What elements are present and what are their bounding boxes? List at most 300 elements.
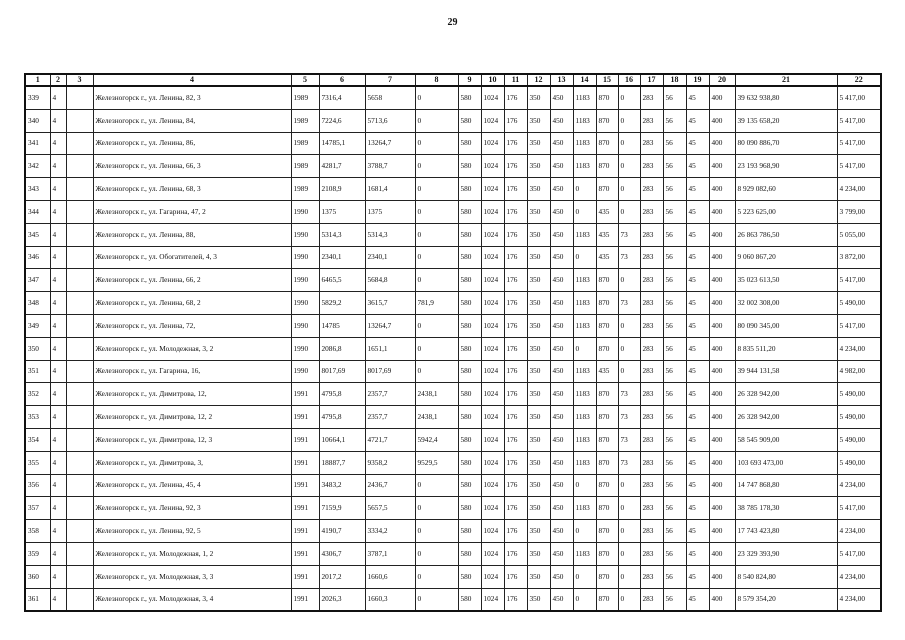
table-cell: 45	[686, 246, 709, 269]
table-cell: 0	[618, 588, 640, 611]
table-cell: 870	[596, 451, 618, 474]
table-cell: 1024	[481, 360, 504, 383]
table-cell: 1024	[481, 155, 504, 178]
table-cell: 0	[618, 542, 640, 565]
table-cell: 352	[25, 383, 50, 406]
table-cell: 283	[640, 474, 663, 497]
table-cell: 450	[550, 565, 573, 588]
table-cell: 14785,1	[319, 132, 365, 155]
table-cell: 1183	[573, 406, 596, 429]
table-cell: 1183	[573, 497, 596, 520]
table-cell: 1375	[365, 200, 415, 223]
column-header: 1	[25, 74, 50, 86]
table-cell: 342	[25, 155, 50, 178]
table-cell: 45	[686, 588, 709, 611]
table-cell: 45	[686, 269, 709, 292]
table-cell: 56	[663, 337, 686, 360]
address-cell: Железногорск г., ул. Димитрова, 3,	[93, 451, 291, 474]
table-cell: 45	[686, 383, 709, 406]
table-cell: 176	[504, 383, 527, 406]
table-cell: 0	[415, 497, 458, 520]
table-cell: 4	[50, 132, 66, 155]
table-cell: 4	[50, 246, 66, 269]
table-cell: 4 234,00	[837, 178, 881, 201]
table-cell: 1991	[291, 451, 319, 474]
table-cell: 435	[596, 223, 618, 246]
table-cell: 176	[504, 360, 527, 383]
address-cell: Железногорск г., ул. Гагарина, 16,	[93, 360, 291, 383]
table-cell: 32 002 308,00	[735, 292, 837, 315]
address-cell: Железногорск г., ул. Обогатителей, 4, 3	[93, 246, 291, 269]
table-cell: 45	[686, 132, 709, 155]
table-cell: 0	[415, 269, 458, 292]
table-cell: 350	[527, 565, 550, 588]
table-cell: 18887,7	[319, 451, 365, 474]
table-cell: 283	[640, 406, 663, 429]
table-cell	[66, 155, 93, 178]
column-header: 16	[618, 74, 640, 86]
table-cell: 450	[550, 542, 573, 565]
table-cell: 1024	[481, 406, 504, 429]
table-cell: 4 234,00	[837, 588, 881, 611]
table-cell: 45	[686, 223, 709, 246]
table-cell: 870	[596, 314, 618, 337]
table-cell: 2340,1	[365, 246, 415, 269]
table-cell: 450	[550, 451, 573, 474]
table-cell: 1990	[291, 337, 319, 360]
table-cell: 176	[504, 132, 527, 155]
table-cell: 5942,4	[415, 428, 458, 451]
table-cell: 346	[25, 246, 50, 269]
table-cell: 5829,2	[319, 292, 365, 315]
table-cell: 14 747 868,80	[735, 474, 837, 497]
table-cell: 283	[640, 269, 663, 292]
table-cell: 870	[596, 406, 618, 429]
table-cell: 350	[527, 314, 550, 337]
table-cell: 1183	[573, 132, 596, 155]
table-cell: 176	[504, 497, 527, 520]
table-cell: 870	[596, 178, 618, 201]
table-cell: 1989	[291, 155, 319, 178]
table-cell: 0	[618, 269, 640, 292]
table-cell: 0	[415, 520, 458, 543]
table-cell: 80 090 345,00	[735, 314, 837, 337]
column-header: 13	[550, 74, 573, 86]
table-cell: 56	[663, 542, 686, 565]
address-cell: Железногорск г., ул. Димитрова, 12,	[93, 383, 291, 406]
table-cell: 45	[686, 565, 709, 588]
table-cell: 870	[596, 132, 618, 155]
table-cell: 1183	[573, 428, 596, 451]
table-cell: 0	[618, 314, 640, 337]
column-header: 15	[596, 74, 618, 86]
table-cell: 4190,7	[319, 520, 365, 543]
table-cell: 580	[458, 86, 481, 109]
table-cell: 450	[550, 497, 573, 520]
table-cell: 1991	[291, 474, 319, 497]
table-cell: 56	[663, 588, 686, 611]
column-header: 14	[573, 74, 596, 86]
table-row	[25, 542, 881, 565]
table-cell: 4	[50, 360, 66, 383]
table-cell: 9529,5	[415, 451, 458, 474]
table-cell: 350	[527, 178, 550, 201]
table-cell: 56	[663, 155, 686, 178]
page-number: 29	[447, 17, 458, 28]
table-cell: 5657,5	[365, 497, 415, 520]
address-cell: Железногорск г., ул. Ленина, 92, 3	[93, 497, 291, 520]
table-cell: 176	[504, 406, 527, 429]
table-cell: 870	[596, 292, 618, 315]
table-cell: 580	[458, 337, 481, 360]
table-cell: 283	[640, 497, 663, 520]
table-cell	[66, 223, 93, 246]
column-header: 19	[686, 74, 709, 86]
table-cell: 580	[458, 383, 481, 406]
table-cell: 56	[663, 520, 686, 543]
table-cell: 5713,6	[365, 109, 415, 132]
table-cell: 0	[415, 246, 458, 269]
table-cell: 1991	[291, 565, 319, 588]
table-cell: 283	[640, 314, 663, 337]
table-cell: 341	[25, 132, 50, 155]
column-header: 17	[640, 74, 663, 86]
table-cell: 870	[596, 269, 618, 292]
table-cell: 8017,69	[319, 360, 365, 383]
table-cell: 400	[709, 178, 735, 201]
table-row	[25, 360, 881, 383]
table-cell: 5 417,00	[837, 542, 881, 565]
table-cell: 580	[458, 269, 481, 292]
table-cell: 351	[25, 360, 50, 383]
table-row	[25, 200, 881, 223]
table-cell: 400	[709, 383, 735, 406]
table-cell: 5 417,00	[837, 269, 881, 292]
table-cell: 8 929 082,60	[735, 178, 837, 201]
table-cell: 176	[504, 86, 527, 109]
table-row	[25, 132, 881, 155]
table-cell: 580	[458, 132, 481, 155]
table-cell: 45	[686, 178, 709, 201]
table-cell	[66, 86, 93, 109]
table-cell: 1024	[481, 383, 504, 406]
table-cell: 360	[25, 565, 50, 588]
table-cell: 73	[618, 246, 640, 269]
table-cell: 5 417,00	[837, 497, 881, 520]
table-cell: 5 490,00	[837, 406, 881, 429]
table-cell: 0	[573, 520, 596, 543]
table-cell: 1024	[481, 337, 504, 360]
table-cell: 0	[415, 337, 458, 360]
table-cell: 283	[640, 246, 663, 269]
table-cell: 1183	[573, 383, 596, 406]
table-row	[25, 109, 881, 132]
table-cell: 1183	[573, 223, 596, 246]
table-cell: 45	[686, 520, 709, 543]
table-cell: 1990	[291, 360, 319, 383]
table-cell: 400	[709, 406, 735, 429]
table-cell: 1183	[573, 155, 596, 178]
table-cell: 1681,4	[365, 178, 415, 201]
table-cell: 1183	[573, 269, 596, 292]
table-cell: 176	[504, 451, 527, 474]
table-cell: 1991	[291, 588, 319, 611]
table-cell: 56	[663, 360, 686, 383]
table-cell	[66, 406, 93, 429]
table-cell: 1183	[573, 451, 596, 474]
table-cell: 1991	[291, 497, 319, 520]
table-cell: 580	[458, 428, 481, 451]
table-cell: 0	[415, 588, 458, 611]
table-cell: 400	[709, 497, 735, 520]
table-cell: 3615,7	[365, 292, 415, 315]
table-cell: 870	[596, 542, 618, 565]
table-cell: 580	[458, 474, 481, 497]
table-cell: 1024	[481, 520, 504, 543]
table-cell: 4	[50, 200, 66, 223]
table-cell: 13264,7	[365, 132, 415, 155]
table-cell: 56	[663, 178, 686, 201]
table-cell: 580	[458, 588, 481, 611]
table-cell: 580	[458, 360, 481, 383]
table-cell: 400	[709, 588, 735, 611]
table-header-row	[25, 74, 881, 86]
table-cell: 1024	[481, 474, 504, 497]
address-cell: Железногорск г., ул. Димитрова, 12, 3	[93, 428, 291, 451]
table-cell: 435	[596, 246, 618, 269]
table-cell: 580	[458, 246, 481, 269]
table-cell: 4	[50, 178, 66, 201]
table-cell	[66, 383, 93, 406]
table-cell: 1990	[291, 223, 319, 246]
table-cell: 400	[709, 269, 735, 292]
address-cell: Железногорск г., ул. Ленина, 88,	[93, 223, 291, 246]
table-cell: 176	[504, 588, 527, 611]
table-cell: 870	[596, 428, 618, 451]
address-cell: Железногорск г., ул. Молодежная, 1, 2	[93, 542, 291, 565]
table-cell: 1990	[291, 200, 319, 223]
table-cell: 8 540 824,80	[735, 565, 837, 588]
table-cell: 3787,1	[365, 542, 415, 565]
table-cell: 450	[550, 269, 573, 292]
table-cell: 1990	[291, 314, 319, 337]
table-cell: 2017,2	[319, 565, 365, 588]
table-cell: 339	[25, 86, 50, 109]
table-cell: 4	[50, 497, 66, 520]
table-cell: 450	[550, 588, 573, 611]
table-cell: 580	[458, 314, 481, 337]
table-cell: 0	[573, 246, 596, 269]
table-cell: 870	[596, 497, 618, 520]
table-cell: 0	[618, 155, 640, 178]
table-cell: 45	[686, 428, 709, 451]
table-cell: 0	[415, 132, 458, 155]
table-cell: 870	[596, 565, 618, 588]
table-cell: 39 135 658,20	[735, 109, 837, 132]
table-cell: 1991	[291, 383, 319, 406]
table-cell: 176	[504, 178, 527, 201]
table-cell: 283	[640, 428, 663, 451]
table-cell: 1024	[481, 132, 504, 155]
table-row	[25, 406, 881, 429]
table-cell: 5 490,00	[837, 451, 881, 474]
table-cell: 350	[527, 406, 550, 429]
table-cell: 1989	[291, 109, 319, 132]
table-cell: 35 023 613,50	[735, 269, 837, 292]
address-cell: Железногорск г., ул. Ленина, 92, 5	[93, 520, 291, 543]
table-cell: 340	[25, 109, 50, 132]
table-cell: 45	[686, 337, 709, 360]
table-cell: 56	[663, 109, 686, 132]
table-row	[25, 269, 881, 292]
table-cell: 1990	[291, 246, 319, 269]
table-cell: 73	[618, 223, 640, 246]
table-cell: 4281,7	[319, 155, 365, 178]
table-cell: 435	[596, 200, 618, 223]
table-cell: 5314,3	[319, 223, 365, 246]
table-cell: 2357,7	[365, 383, 415, 406]
table-cell: 283	[640, 383, 663, 406]
table-cell: 450	[550, 474, 573, 497]
table-cell: 0	[573, 565, 596, 588]
table-cell: 450	[550, 155, 573, 178]
table-cell: 1024	[481, 292, 504, 315]
table-cell: 357	[25, 497, 50, 520]
table-cell: 350	[527, 520, 550, 543]
table-cell: 56	[663, 269, 686, 292]
table-cell: 1024	[481, 314, 504, 337]
table-cell: 2357,7	[365, 406, 415, 429]
table-cell: 450	[550, 520, 573, 543]
table-cell: 1024	[481, 223, 504, 246]
table-cell	[66, 109, 93, 132]
table-cell: 356	[25, 474, 50, 497]
table-cell: 5314,3	[365, 223, 415, 246]
table-cell: 176	[504, 200, 527, 223]
table-row	[25, 520, 881, 543]
table-cell: 56	[663, 565, 686, 588]
table-cell: 1660,6	[365, 565, 415, 588]
table-cell: 4	[50, 155, 66, 178]
table-row	[25, 223, 881, 246]
table-cell: 400	[709, 223, 735, 246]
address-cell: Железногорск г., ул. Ленина, 82, 3	[93, 86, 291, 109]
address-cell: Железногорск г., ул. Ленина, 66, 3	[93, 155, 291, 178]
table-row	[25, 314, 881, 337]
column-header: 7	[365, 74, 415, 86]
table-cell: 353	[25, 406, 50, 429]
address-cell: Железногорск г., ул. Ленина, 68, 3	[93, 178, 291, 201]
table-cell: 5 417,00	[837, 109, 881, 132]
table-cell: 450	[550, 292, 573, 315]
table-cell: 450	[550, 360, 573, 383]
table-cell: 283	[640, 292, 663, 315]
table-cell: 4	[50, 292, 66, 315]
table-cell: 0	[415, 314, 458, 337]
table-cell: 5 490,00	[837, 428, 881, 451]
table-cell: 45	[686, 314, 709, 337]
table-cell: 400	[709, 542, 735, 565]
table-cell: 350	[527, 383, 550, 406]
address-cell: Железногорск г., ул. Ленина, 68, 2	[93, 292, 291, 315]
table-cell: 870	[596, 474, 618, 497]
table-cell: 283	[640, 223, 663, 246]
table-cell: 5 223 625,00	[735, 200, 837, 223]
table-cell: 345	[25, 223, 50, 246]
table-cell: 17 743 423,80	[735, 520, 837, 543]
table-cell: 361	[25, 588, 50, 611]
table-cell: 0	[415, 155, 458, 178]
table-cell	[66, 520, 93, 543]
table-cell: 450	[550, 406, 573, 429]
table-row	[25, 178, 881, 201]
table-row	[25, 474, 881, 497]
table-cell: 1991	[291, 542, 319, 565]
table-cell: 359	[25, 542, 50, 565]
table-cell: 5 417,00	[837, 86, 881, 109]
table-cell: 5684,8	[365, 269, 415, 292]
table-cell: 7224,6	[319, 109, 365, 132]
table-cell: 870	[596, 109, 618, 132]
table-cell: 3 799,00	[837, 200, 881, 223]
table-cell	[66, 292, 93, 315]
table-row	[25, 451, 881, 474]
table-cell: 0	[415, 474, 458, 497]
table-cell: 0	[415, 223, 458, 246]
table-cell: 580	[458, 178, 481, 201]
table-cell: 350	[527, 132, 550, 155]
table-cell: 350	[527, 109, 550, 132]
address-cell: Железногорск г., ул. Молодежная, 3, 2	[93, 337, 291, 360]
table-cell: 5 417,00	[837, 314, 881, 337]
table-cell: 9358,2	[365, 451, 415, 474]
column-header: 11	[504, 74, 527, 86]
table-cell: 350	[527, 200, 550, 223]
table-cell: 0	[618, 337, 640, 360]
table-cell: 400	[709, 451, 735, 474]
table-cell: 4 234,00	[837, 474, 881, 497]
table-cell: 450	[550, 178, 573, 201]
table-cell: 56	[663, 132, 686, 155]
table-cell: 1989	[291, 86, 319, 109]
table-cell: 870	[596, 155, 618, 178]
table-cell: 73	[618, 292, 640, 315]
table-cell: 1375	[319, 200, 365, 223]
table-row	[25, 246, 881, 269]
column-header: 4	[93, 74, 291, 86]
table-cell: 5 490,00	[837, 292, 881, 315]
table-cell: 350	[527, 474, 550, 497]
table-cell: 1024	[481, 428, 504, 451]
table-cell: 39 632 938,80	[735, 86, 837, 109]
table-cell: 176	[504, 474, 527, 497]
table-cell: 0	[573, 337, 596, 360]
table-cell: 26 328 942,00	[735, 406, 837, 429]
table-cell: 56	[663, 497, 686, 520]
table-cell: 1660,3	[365, 588, 415, 611]
table-cell: 176	[504, 155, 527, 178]
address-cell: Железногорск г., ул. Ленина, 66, 2	[93, 269, 291, 292]
table-cell: 73	[618, 406, 640, 429]
table-cell: 4	[50, 474, 66, 497]
table-cell: 350	[527, 269, 550, 292]
table-cell: 26 863 786,50	[735, 223, 837, 246]
table-cell: 350	[527, 428, 550, 451]
table-cell: 870	[596, 86, 618, 109]
table-cell: 176	[504, 542, 527, 565]
table-cell: 4 234,00	[837, 565, 881, 588]
table-cell: 580	[458, 155, 481, 178]
